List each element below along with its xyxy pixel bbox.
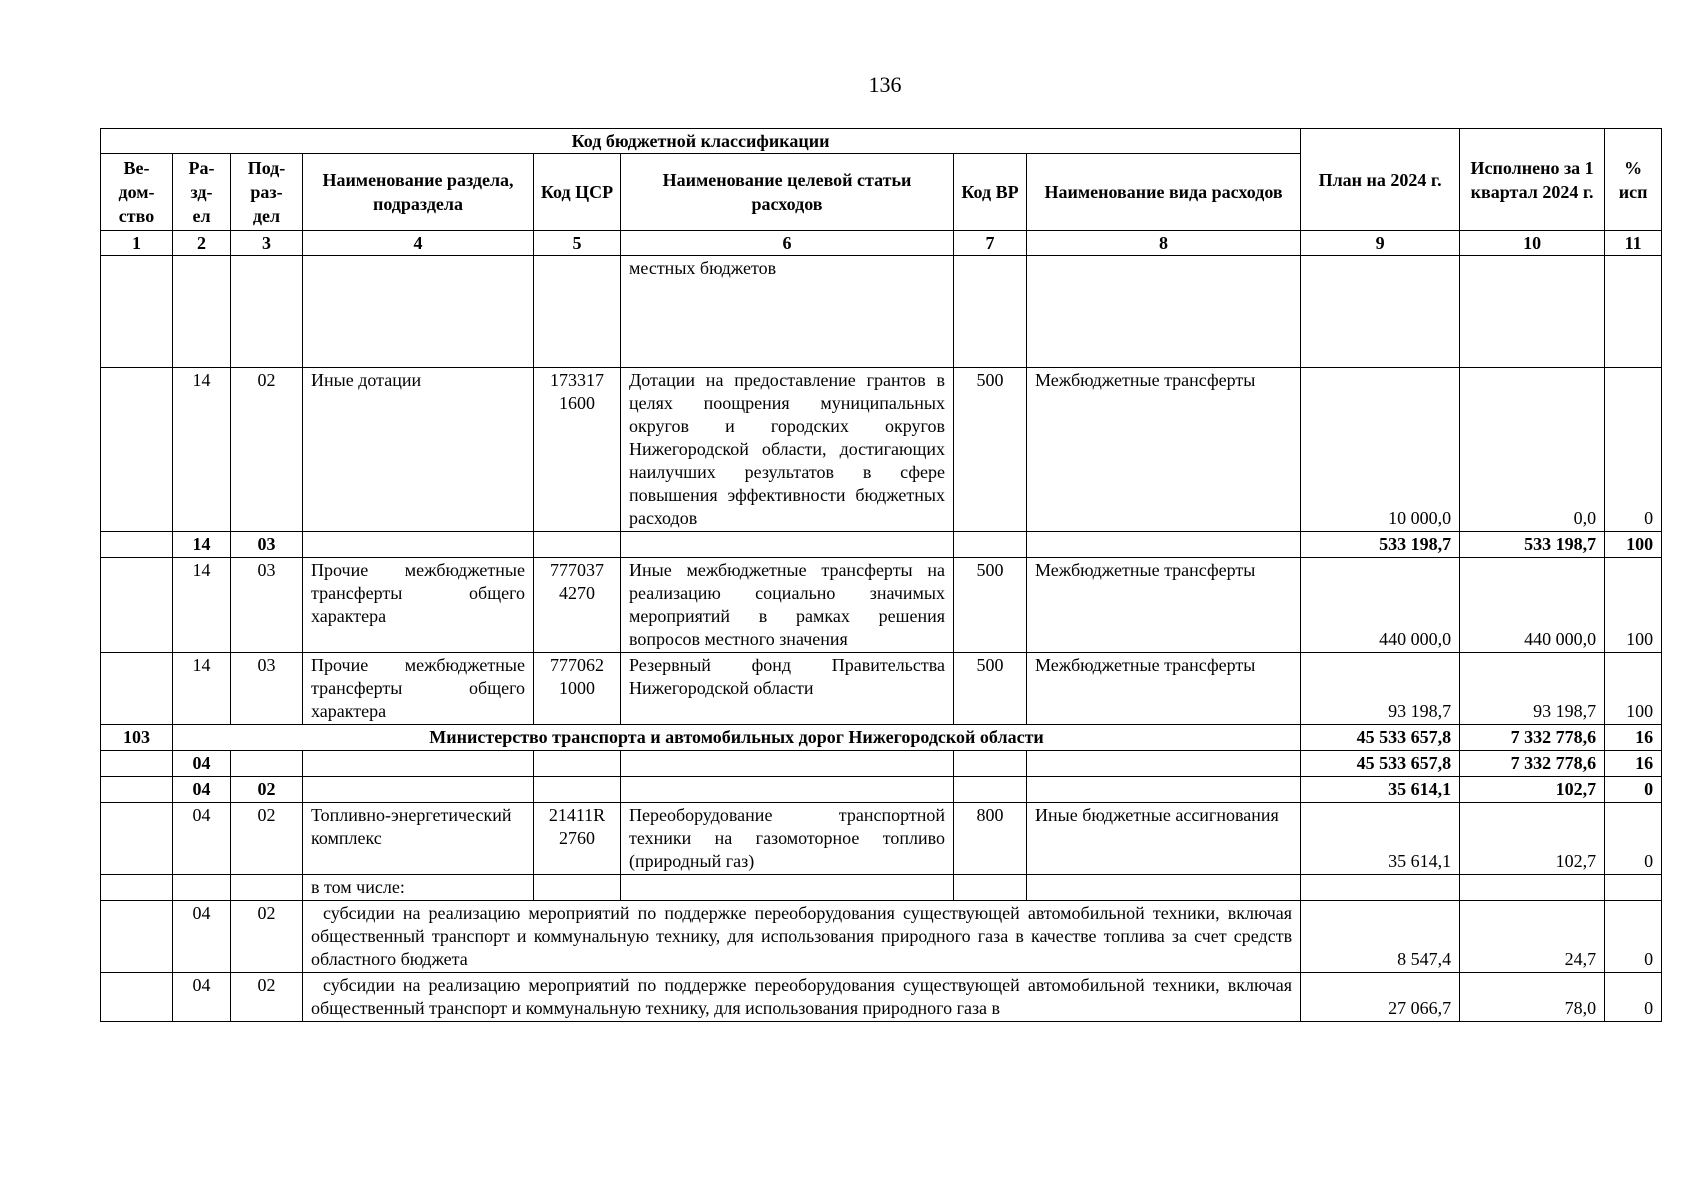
ministry-name: Министерство транспорта и автомобильных дорог Нижегородской области: [173, 725, 1301, 751]
razdel-header: Ра- зд- ел: [173, 154, 231, 231]
column-number: 5: [534, 231, 621, 256]
done-cell: 7 332 778,6: [1460, 725, 1605, 751]
podrazdel-cell: 02: [231, 803, 303, 875]
csr-cell: 173317 1600: [534, 368, 621, 532]
razdel-name-cell: Топливно-энергетический комплекс: [303, 803, 534, 875]
budget-classification-header: Код бюджетной классификации: [101, 129, 1301, 154]
razdel-cell: 14: [173, 368, 231, 532]
header-row-1: [101, 129, 1662, 154]
done-cell: 440 000,0: [1460, 558, 1605, 653]
done-cell: 78,0: [1460, 973, 1605, 1022]
podrazdel-cell: 02: [231, 777, 303, 803]
column-number: 10: [1460, 231, 1605, 256]
plan-cell: 35 614,1: [1301, 777, 1460, 803]
razdel-name-header: Наименование раздела, подраздела: [303, 154, 534, 231]
column-number: 3: [231, 231, 303, 256]
podrazdel-cell: 02: [231, 901, 303, 973]
razdel-name-cell: Прочие межбюджетные трансферты общего характера: [303, 653, 534, 725]
column-number: 1: [101, 231, 173, 256]
ministry-row: [101, 725, 1662, 751]
percent-cell: 0: [1605, 901, 1662, 973]
podrazdel-cell: 02: [231, 973, 303, 1022]
razdel-cell: 14: [173, 532, 231, 558]
csr-cell: 777037 4270: [534, 558, 621, 653]
csr-cell: 21411R 2760: [534, 803, 621, 875]
plan-cell: 93 198,7: [1301, 653, 1460, 725]
percent-cell: 0: [1605, 368, 1662, 532]
table-row: [101, 973, 1662, 1022]
subtotal-row: [101, 532, 1662, 558]
plan-header: План на 2024 г.: [1301, 129, 1460, 231]
csr-header: Код ЦСР: [534, 154, 621, 231]
done-cell: 533 198,7: [1460, 532, 1605, 558]
percent-cell: 100: [1605, 532, 1662, 558]
podrazdel-header: Под- раз- дел: [231, 154, 303, 231]
target-name-cell: Иные межбюджетные трансферты на реализацию социально значимых мероприятий в рамках решения вопросов местного значения: [621, 558, 954, 653]
vr-cell: 500: [954, 653, 1027, 725]
plan-cell: 533 198,7: [1301, 532, 1460, 558]
csr-cell: 777062 1000: [534, 653, 621, 725]
table-row: [101, 256, 1662, 368]
razdel-cell: 04: [173, 901, 231, 973]
vr-name-cell: Межбюджетные трансферты: [1027, 653, 1301, 725]
subsidy-description: субсидии на реализацию мероприятий по поддержке переоборудования существующей автомобильной техники, включая общественный транспорт и коммунальную технику, для использования природного газа в: [303, 973, 1301, 1022]
vr-cell: 500: [954, 368, 1027, 532]
table-row: [101, 803, 1662, 875]
target-name-cell: Дотации на предоставление грантов в целях поощрения муниципальных округов и городских округов Нижегородской области, достигающих наилучших результатов в сфере повышения эффективности бюджетных расходов: [621, 368, 954, 532]
razdel-cell: 04: [173, 777, 231, 803]
done-header: Исполнено за 1 квартал 2024 г.: [1460, 129, 1605, 231]
subtotal-row: [101, 777, 1662, 803]
done-cell: 102,7: [1460, 777, 1605, 803]
vr-name-cell: Межбюджетные трансферты: [1027, 368, 1301, 532]
plan-cell: 45 533 657,8: [1301, 725, 1460, 751]
including-label: в том числе:: [303, 875, 534, 901]
column-number: 2: [173, 231, 231, 256]
done-cell: 24,7: [1460, 901, 1605, 973]
vr-name-cell: Межбюджетные трансферты: [1027, 558, 1301, 653]
column-number: 11: [1605, 231, 1662, 256]
podrazdel-cell: 03: [231, 558, 303, 653]
plan-cell: 8 547,4: [1301, 901, 1460, 973]
vr-name-header: Наименование вида расходов: [1027, 154, 1301, 231]
razdel-name-cell: Иные дотации: [303, 368, 534, 532]
target-name-cell: местных бюджетов: [621, 256, 954, 368]
percent-cell: 0: [1605, 973, 1662, 1022]
table-row: [101, 653, 1662, 725]
vr-cell: 800: [954, 803, 1027, 875]
table-row: [101, 558, 1662, 653]
plan-cell: 10 000,0: [1301, 368, 1460, 532]
column-number: 7: [954, 231, 1027, 256]
razdel-cell: 04: [173, 803, 231, 875]
percent-cell: 0: [1605, 777, 1662, 803]
target-name-cell: Переоборудование транспортной техники на газомоторное топливо (природный газ): [621, 803, 954, 875]
vr-name-cell: Иные бюджетные ассигнования: [1027, 803, 1301, 875]
plan-cell: 45 533 657,8: [1301, 751, 1460, 777]
razdel-name-cell: Прочие межбюджетные трансферты общего характера: [303, 558, 534, 653]
subtotal-row: [101, 751, 1662, 777]
vr-cell: 500: [954, 558, 1027, 653]
table-row: [101, 368, 1662, 532]
done-cell: 0,0: [1460, 368, 1605, 532]
razdel-cell: 14: [173, 558, 231, 653]
column-number-row: [101, 231, 1662, 256]
column-number: 8: [1027, 231, 1301, 256]
percent-cell: 16: [1605, 751, 1662, 777]
percent-cell: 100: [1605, 558, 1662, 653]
razdel-cell: 04: [173, 751, 231, 777]
table-row: [101, 901, 1662, 973]
podrazdel-cell: 03: [231, 653, 303, 725]
page-number: 136: [868, 72, 902, 97]
plan-cell: 35 614,1: [1301, 803, 1460, 875]
podrazdel-cell: 02: [231, 368, 303, 532]
percent-cell: 100: [1605, 653, 1662, 725]
done-cell: 7 332 778,6: [1460, 751, 1605, 777]
vedomstvo-header: Ве- дом- ство: [101, 154, 173, 231]
vedomstvo-cell: 103: [101, 725, 173, 751]
column-number: 6: [621, 231, 954, 256]
target-name-header: Наименование целевой статьи расходов: [621, 154, 954, 231]
percent-header: % исп: [1605, 129, 1662, 231]
plan-cell: 440 000,0: [1301, 558, 1460, 653]
table-row: [101, 875, 1662, 901]
podrazdel-cell: 03: [231, 532, 303, 558]
razdel-cell: 14: [173, 653, 231, 725]
column-number: 4: [303, 231, 534, 256]
done-cell: 102,7: [1460, 803, 1605, 875]
razdel-cell: 04: [173, 973, 231, 1022]
plan-cell: 27 066,7: [1301, 973, 1460, 1022]
target-name-cell: Резервный фонд Правительства Нижегородской области: [621, 653, 954, 725]
done-cell: 93 198,7: [1460, 653, 1605, 725]
percent-cell: 16: [1605, 725, 1662, 751]
budget-table: [100, 128, 1662, 1022]
column-number: 9: [1301, 231, 1460, 256]
subsidy-description: субсидии на реализацию мероприятий по поддержке переоборудования существующей автомобильной техники, включая общественный транспорт и коммунальную технику, для использования природного газа в качестве топлива за счет средств областного бюджета: [303, 901, 1301, 973]
vr-header: Код ВР: [954, 154, 1027, 231]
percent-cell: 0: [1605, 803, 1662, 875]
